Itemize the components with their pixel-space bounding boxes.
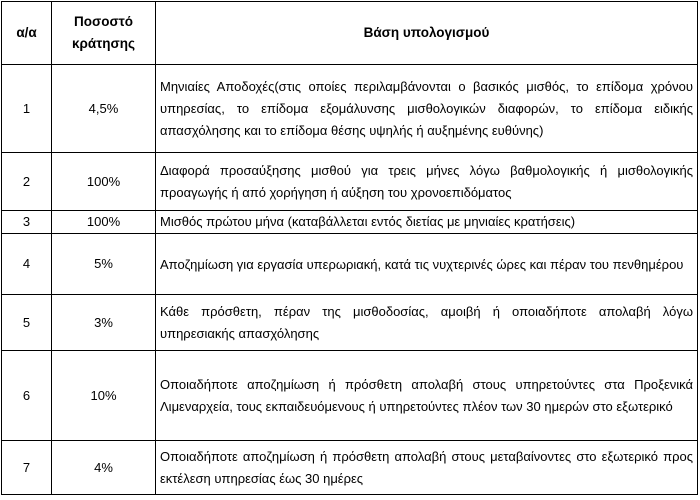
- row-rate: 4,5%: [52, 65, 156, 153]
- table-row: [2, 65, 698, 153]
- row-index: 6: [2, 351, 52, 441]
- row-index: 2: [2, 153, 52, 211]
- table-row: [2, 153, 698, 211]
- header-rate: Ποσοστό κράτησης: [52, 2, 156, 65]
- row-index: 3: [2, 211, 52, 234]
- row-basis: Οποιαδήποτε αποζημίωση ή πρόσθετη απολαβή στους μεταβαίνοντες στο εξωτερικό προς εκτέλεση υπηρεσίας έως 30 ημέρες: [156, 441, 698, 495]
- header-basis: Βάση υπολογισμού: [156, 2, 698, 65]
- table-row: [2, 351, 698, 441]
- row-rate: 100%: [52, 153, 156, 211]
- table-row: [2, 441, 698, 495]
- header-index: α/α: [2, 2, 52, 65]
- row-rate: 10%: [52, 351, 156, 441]
- table-row: [2, 234, 698, 295]
- row-basis: Μηνιαίες Αποδοχές(στις οποίες περιλαμβάνονται ο βασικός μισθός, το επίδομα χρόνου υπηρεσίας, το επίδομα εξομάλυνσης μισθολογικών διαφορών, το επίδομα ειδικής απασχόλησης και το επίδομα θέσης υψηλής ή αυξημένης ευθύνης): [156, 65, 698, 153]
- row-basis: Κάθε πρόσθετη, πέραν της μισθοδοσίας, αμοιβή ή οποιαδήποτε απολαβή λόγω υπηρεσιακής απασχόλησης: [156, 295, 698, 351]
- row-index: 1: [2, 65, 52, 153]
- row-basis: Αποζημίωση για εργασία υπερωριακή, κατά τις νυχτερινές ώρες και πέραν του πενθημέρου: [156, 234, 698, 295]
- table-row: [2, 295, 698, 351]
- deductions-table: [1, 1, 698, 495]
- row-index: 4: [2, 234, 52, 295]
- row-rate: 4%: [52, 441, 156, 495]
- row-basis: Οποιαδήποτε αποζημίωση ή πρόσθετη απολαβή στους υπηρετούντες στα Προξενικά Λιμεναρχεία, τους εκπαιδευόμενους ή υπηρετούντες πλέον των 30 ημερών στο εξωτερικό: [156, 351, 698, 441]
- row-rate: 5%: [52, 234, 156, 295]
- table-header-row: [2, 2, 698, 65]
- row-rate: 100%: [52, 211, 156, 234]
- table-row: [2, 211, 698, 234]
- row-basis: Μισθός πρώτου μήνα (καταβάλλεται εντός διετίας με μηνιαίες κρατήσεις): [156, 211, 698, 234]
- row-index: 7: [2, 441, 52, 495]
- row-rate: 3%: [52, 295, 156, 351]
- row-index: 5: [2, 295, 52, 351]
- row-basis: Διαφορά προσαύξησης μισθού για τρεις μήνες λόγω βαθμολογικής ή μισθολογικής προαγωγής ή από χορήγηση ή αύξηση του χρονοεπιδόματος: [156, 153, 698, 211]
